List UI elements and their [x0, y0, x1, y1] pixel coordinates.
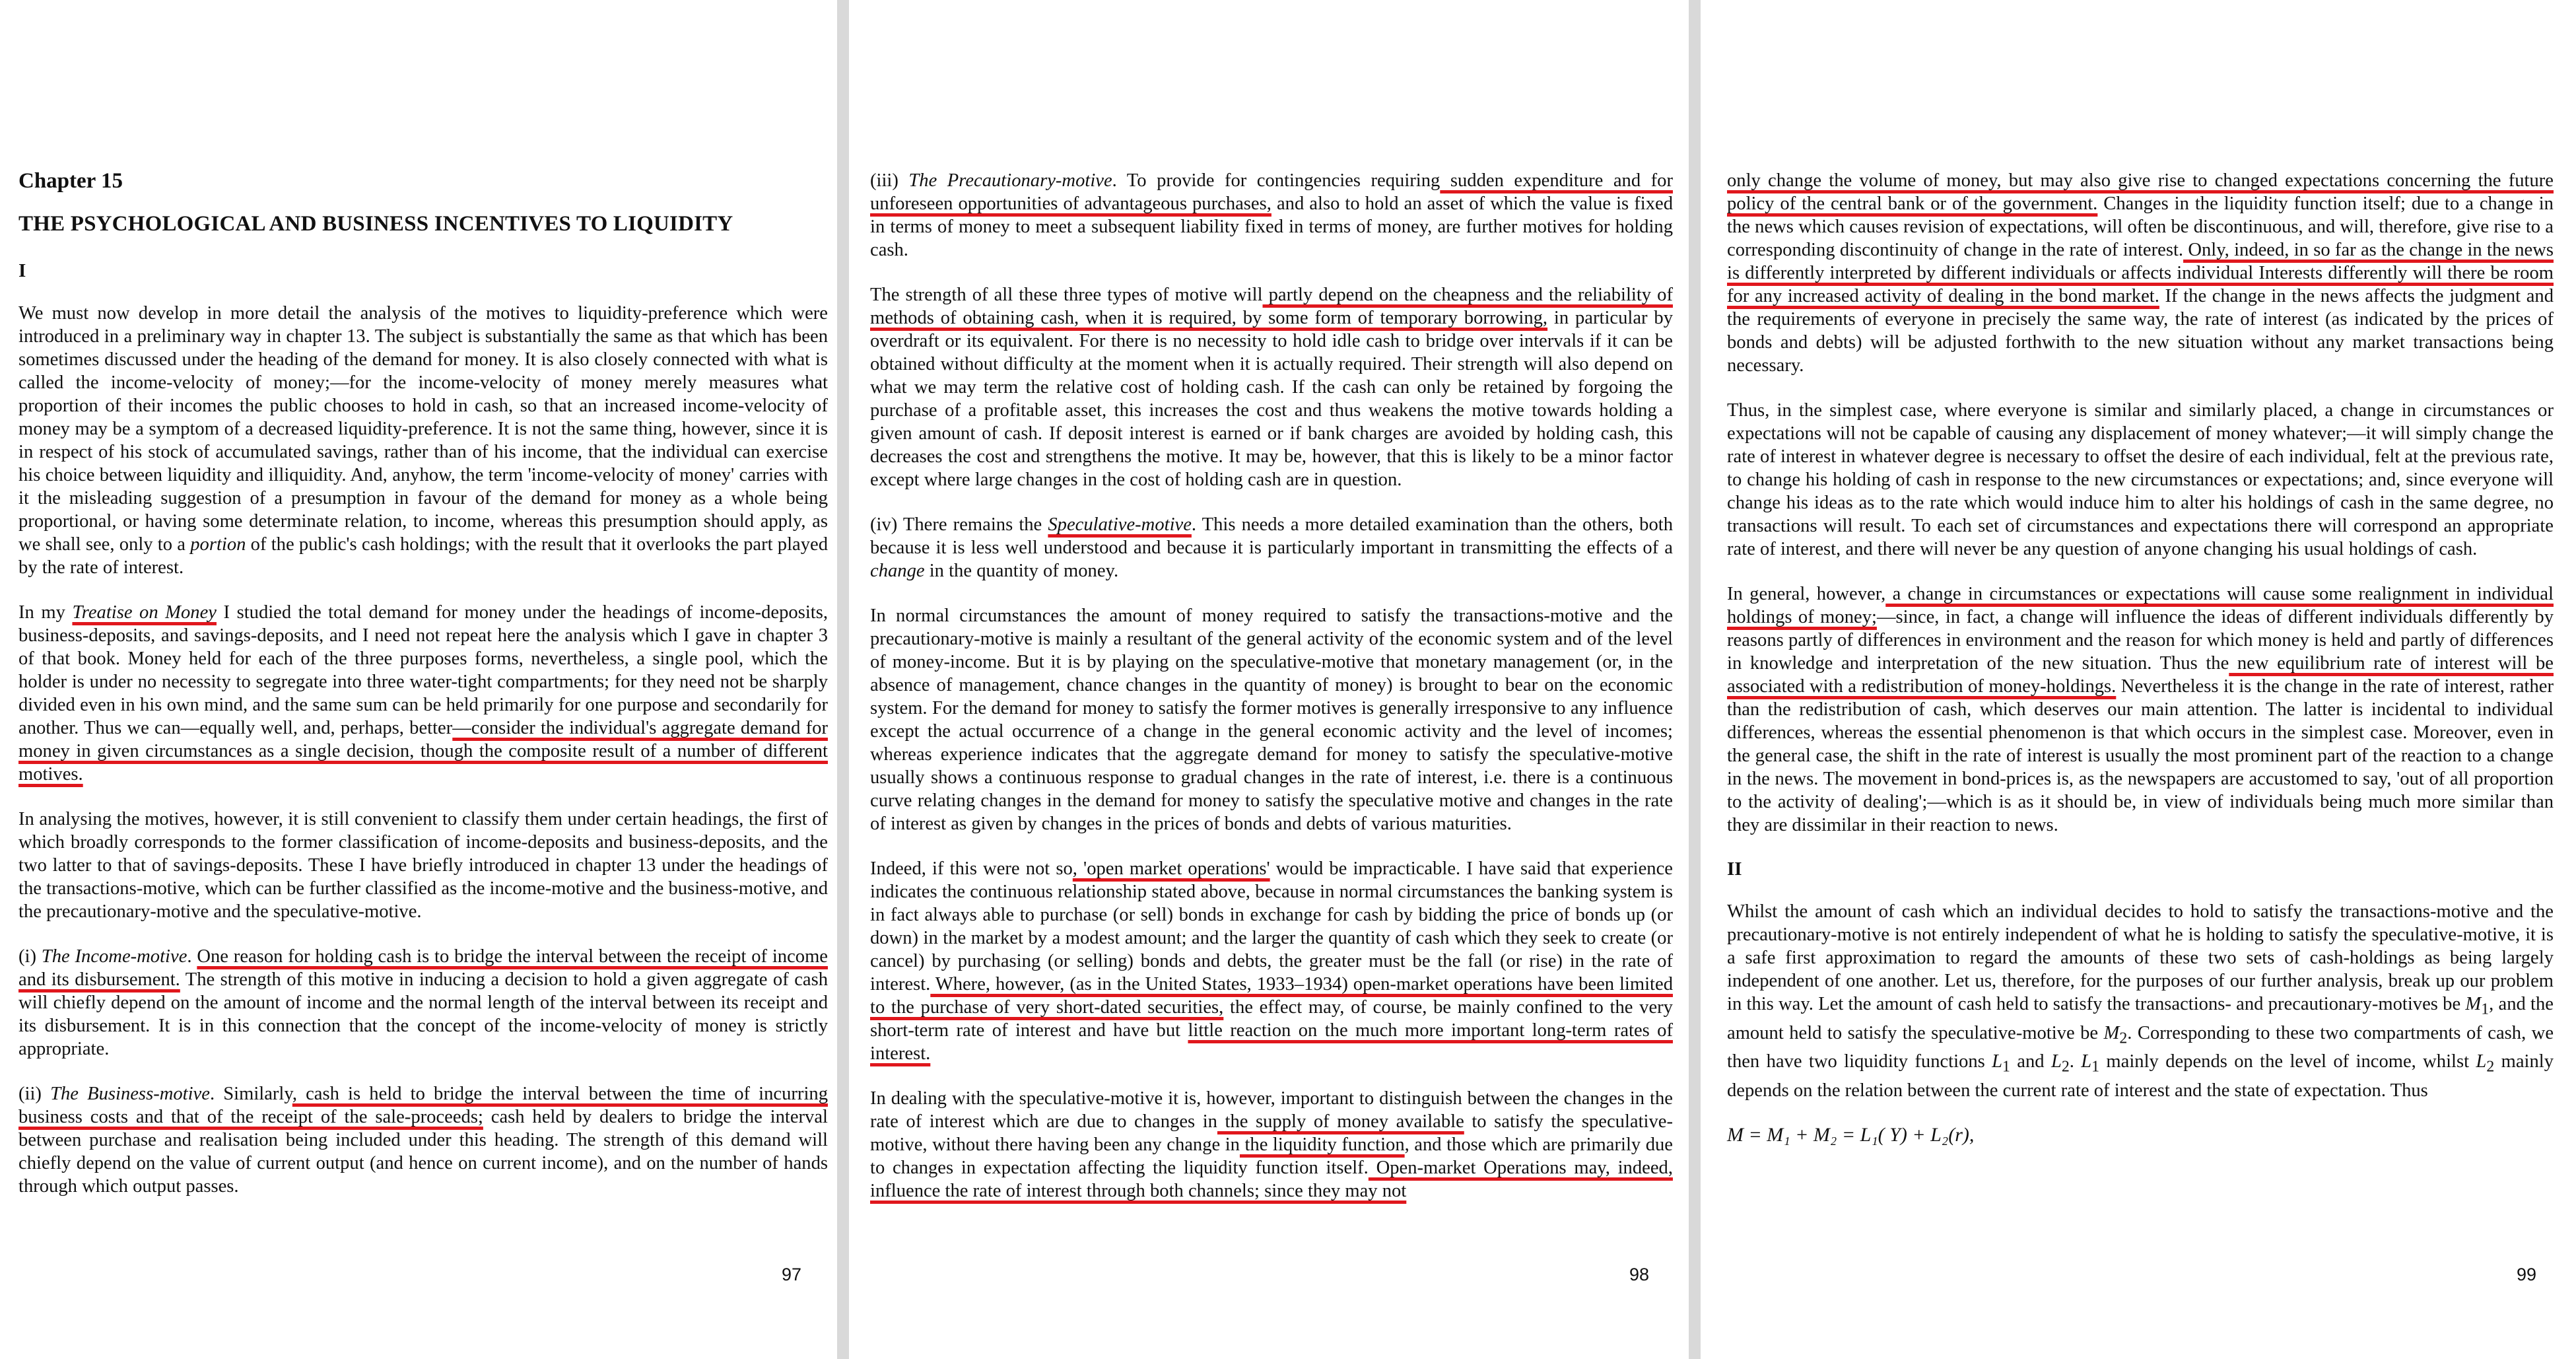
paragraph-general-case: In general, however, a change in circumstances or expectations will cause some realignment in individual holdings of money;—since, in fact, a change will influence the ideas of different individuals differently by reasons partly of differences in environment and the reason for which money is held and partly of differences in knowledge and interpretation of the new situation. Thus the new equilibrium rate of interest will be associated with a redistribution of money-holdings. Nevertheless it is the change in the rate of interest, rather than the redistribution of cash, which deserves our main attention. The latter is incidental to individual differences, whereas the essential phenomenon is that which occurs in the simplest case. Moreover, even in the general case, the shift in the rate of interest is usually the most prominent part of the reaction to a change in the news. The movement in bond-prices is, as the newspapers are accustomed to say, 'out of all proportion to the activity of dealing';—which is as it should be, in view of individuals being much more similar than they are dissimilar in their reaction to news.: [1727, 584, 2554, 835]
highlight-sudden-expenditure: sudden expenditure and for unforeseen opportunities of advantageous purchases,: [870, 170, 1673, 214]
paragraph-speculative-motive: (iv) There remains the Speculative-motive. This needs a more detailed examination than the others, both because it is less well understood and because it is particularly important in transmitting the effects of a change in the quantity of money.: [870, 514, 1673, 581]
paragraph-open-market: Indeed, if this were not so, 'open market operations' would be impracticable. I have said that experience indicates the continuous relationship stated above, because in normal circumstances the banking system is in fact always able to purchase (or sell) bonds in exchange for cash by bidding the price of bonds up (or down) in the market by a modest amount; and the larger the quantity of cash which they seek to create (or cancel) by purchasing (or selling) bonds and debts, the greater must be the fall (or rise) in the rate of interest. Where, however, (as in the United States, 1933–1934) open-market operations have been limited to the purchase of very short-dated securities, the effect may, of course, be mainly confined to the very short-term rate of interest and have but little reaction on the much more important long-term rates of interest.: [870, 858, 1673, 1064]
highlight-temporary-borrowing: partly depend on the cheapness and the reliability of methods of obtaining cash, when it is required, by some form of temporary borrowing,: [870, 285, 1673, 328]
page-97: [0, 0, 837, 1359]
chapter-number: Chapter 15: [18, 169, 123, 193]
paragraph-normal-circumstances: In normal circumstances the amount of money required to satisfy the transactions-motive and the precautionary-motive is mainly a resultant of the general activity of the economic system and of the level of money-income. But it is by playing on the speculative-motive that monetary management (or, in the absence of management, chance changes in the quantity of money) is brought to bear on the economic system. For the demand for money to satisfy the former motives is generally irresponsive to any influence except the actual occurrence of a change in the general economic activity and the level of incomes; whereas experience indicates that the aggregate demand for money to satisfy the speculative-motive usually shows a continuous response to gradual changes in the rate of interest, i.e. there is a continuous curve relating changes in the demand for money to satisfy the speculative motive and changes in the rate of interest as given by changes in the prices of bonds and debts of various maturities.: [870, 606, 1673, 834]
highlight-realignment: a change in circumstances or expectations will cause some realignment in individual holdings of money;: [1727, 584, 2554, 627]
page-number: 99: [2516, 1265, 2536, 1284]
highlight-central-bank-policy: only change the volume of money, but may also give rise to changed expectations concerning the future policy of the central bank or of the government.: [1727, 170, 2554, 214]
paragraph-classification: In analysing the motives, however, it is still convenient to classify them under certain headings, the first of which broadly corresponds to the former classification of income-deposits and business-deposits, and the two latter to that of savings-deposits. These I have briefly introduced in chapter 13 under the headings of the transactions-motive, which can be further classified as the income-motive and the business-motive, and the precautionary-motive and the speculative-motive.: [18, 809, 828, 922]
paragraph-income-motive: (i) The Income-motive. One reason for holding cash is to bridge the interval between the receipt of income and its disbursement. The strength of this motive in inducing a decision to hold a given aggregate of cash will chiefly depend on the amount of income and the normal length of the interval between its receipt and its disbursement. It is in this connection that the concept of the income-velocity of money is strictly appropriate.: [18, 946, 829, 1059]
paragraph-strength-of-motives: The strength of all these three types of motive will partly depend on the cheapness and the reliability of methods of obtaining cash, when it is required, by some form of temporary borrowing, in particular by overdraft or its equivalent. For there is no necessity to hold idle cash to bridge over intervals if it can be obtained without difficulty at the moment when it is actually required. Their strength will also depend on what we may term the relative cost of holding cash. If the cash can only be retained by forgoing the purchase of a profitable asset, this increases the cost and thus weakens the motive towards holding a given amount of cash. If deposit interest is earned or if bank charges are avoided by holding cash, this decreases the cost and strengthens the motive. It may be, however, that this is likely to be a minor factor except where large changes in the cost of holding cash are in question.: [870, 285, 1673, 490]
section-heading-2: II: [1727, 858, 1742, 880]
highlight-bond-market-dealing: Only, indeed, in so far as the change in the news is differently interpreted by different individuals or affects individual Interests differently will there be room for any increased activity of dealing in the bond market.: [1727, 240, 2554, 306]
section-heading-1: I: [18, 260, 26, 281]
chapter-title: THE PSYCHOLOGICAL AND BUSINESS INCENTIVES TO LIQUIDITY: [18, 212, 733, 236]
highlight-supply-of-money: the supply of money available: [1217, 1111, 1464, 1132]
highlight-aggregate-demand: —consider the individual's aggregate demand for money in given circumstances as a single decision, though the composite result of a number of different motives.: [18, 718, 828, 784]
highlight-treatise-title: Treatise on Money: [72, 602, 217, 623]
paragraph-business-motive: (ii) The Business-motive. Similarly, cash is held to bridge the interval between the time of incurring business costs and that of the receipt of the sale-proceeds; cash held by dealers to bridge the interval between purchase and realisation being included under this heading. The strength of this demand will chiefly depend on the value of current output (and hence on current income), and on the number of hands through which output passes.: [18, 1084, 828, 1197]
liquidity-equation: M = M₁ + M₂ = L₁( Y) + L₂(r),: [1727, 1124, 1975, 1146]
paragraph-simplest-case: Thus, in the simplest case, where everyone is similar and similarly placed, a change in circumstances or expectations will not be capable of causing any displacement of money whatever;—it will simply change the rate of interest in whatever degree is necessary to offset the desire of each individual, felt at the previous rate, to change his holding of cash in response to the new circumstances or expectations; and, since everyone will change his ideas as to the rate which would induce him to alter his holdings of cash in the same degree, no transactions will result. To each set of circumstances and expectations there will correspond an appropriate rate of interest, and there will never be any question of anyone changing his usual holdings of cash.: [1727, 400, 2554, 559]
highlight-united-states-example: Where, however, (as in the United States, 1933–1934) open-market operations have been limited to the purchase of very short-dated securities,: [870, 974, 1673, 1018]
paragraph-expectations: only change the volume of money, but may also give rise to changed expectations concerning the future policy of the central bank or of the government. Changes in the liquidity function itself; due to a change in the news which causes revision of expectations, will often be discontinuous, and will, therefore, give rise to a corresponding discontinuity of change in the rate of interest. Only, indeed, in so far as the change in the news is differently interpreted by different individuals or affects individual Interests differently will there be room for any increased activity of dealing in the bond market. If the change in the news affects the judgment and the requirements of everyone in precisely the same way, the rate of interest (as indicated by the prices of bonds and debts) will be adjusted forthwith to the new situation without any market transactions being necessary.: [1727, 170, 2554, 376]
highlight-speculative-motive: Speculative-motive: [1048, 514, 1192, 535]
highlight-long-term-rates: little reaction on the much more important long-term rates of interest.: [870, 1020, 1673, 1064]
paragraph-precautionary-motive: (iii) The Precautionary-motive. To provide for contingencies requiring sudden expenditure and for unforeseen opportunities of advantageous purchases, and also to hold an asset of which the value is fixed in terms of money to meet a subsequent liability fixed in terms of money, are further motives for holding cash.: [870, 170, 1673, 260]
page-99: [1701, 0, 2576, 1359]
highlight-liquidity-function: the liquidity function: [1239, 1134, 1405, 1155]
page-number: 98: [1629, 1265, 1649, 1284]
paragraph-intro: We must now develop in more detail the analysis of the motives to liquidity-preference which were introduced in a preliminary way in chapter 13. The subject is substantially the same as that which has been sometimes discussed under the heading of the demand for money. It is also closely connected with what is called the income-velocity of money;—for the income-velocity of money merely measures what proportion of their incomes the public chooses to hold in cash, so that an increased income-velocity of money may be a symptom of a decreased liquidity-preference. It is not the same thing, however, since it is in respect of his stock of accumulated savings, rather than of his income, that the individual can exercise his choice between liquidity and illiquidity. And, anyhow, the term 'income-velocity of money' carries with it the misleading suggestion of a presumption in favour of the demand for money as a whole being proportional, or having some determinate relation, to income, whereas this presumption should apply, as we shall see, only to a portion of the public's cash holdings; with the result that it overlooks the part played by the rate of interest.: [18, 303, 828, 578]
paragraph-liquidity-functions: Whilst the amount of cash which an individual decides to hold to satisfy the transactions-motive and the precautionary-motive is not entirely independent of what he is holding to satisfy the speculative-motive, it is a safe first approximation to regard the amounts of these two sets of cash-holdings as being largely independent of one another. Let us, therefore, for the purposes of our further analysis, break up our problem in this way. Let the amount of cash held to satisfy the transactions- and precautionary-motives be $M_1$, and the amount held to satisfy the speculative-motive be $M_2$. Corresponding to these two compartments of cash, we then have two liquidity functions $L_1$ and $L_2$. $L_1$ mainly depends on the level of income, whilst $L_2$ mainly depends on the relation between the current rate of interest and the state of expectation. Thus: [1727, 901, 2554, 1101]
paragraph-dealing-speculative: In dealing with the speculative-motive it is, however, important to distinguish between the changes in the rate of interest which are due to changes in the supply of money available to satisfy the speculative-motive, without there having been any change in the liquidity function, and those which are primarily due to changes in expectation affecting the liquidity function itself. Open-market Operations may, indeed, influence the rate of interest through both channels; since they may not: [870, 1088, 1673, 1201]
page-98: [849, 0, 1689, 1359]
highlight-open-market-operations: , 'open market operations': [1072, 858, 1270, 879]
highlight-redistribution: new equilibrium rate of interest will be associated with a redistribution of money-holdings.: [1727, 653, 2554, 697]
highlight-business-motive: , cash is held to bridge the interval between the time of incurring business costs and that of the receipt of the sale-proceeds;: [18, 1084, 828, 1127]
paragraph-treatise: In my Treatise on Money I studied the total demand for money under the headings of income-deposits, business-deposits, and savings-deposits, and I need not repeat here the analysis which I gave in chapter 3 of that book. Money held for each of the three purposes forms, nevertheless, a single pool, which the holder is under no necessity to segregate into three water-tight compartments; for they need not be sharply divided even in his own mind, and the same sum can be held primarily for one purpose and secondarily for another. Thus we can—equally well, and, perhaps, better—consider the individual's aggregate demand for money in given circumstances as a single decision, though the composite result of a number of different motives.: [18, 602, 829, 784]
page-number: 97: [781, 1265, 801, 1284]
highlight-income-motive: One reason for holding cash is to bridge the interval between the receipt of income and its disbursement.: [18, 946, 829, 990]
highlight-both-channels: Open-market Operations may, indeed, influence the rate of interest through both channels; since they may not: [870, 1158, 1673, 1201]
